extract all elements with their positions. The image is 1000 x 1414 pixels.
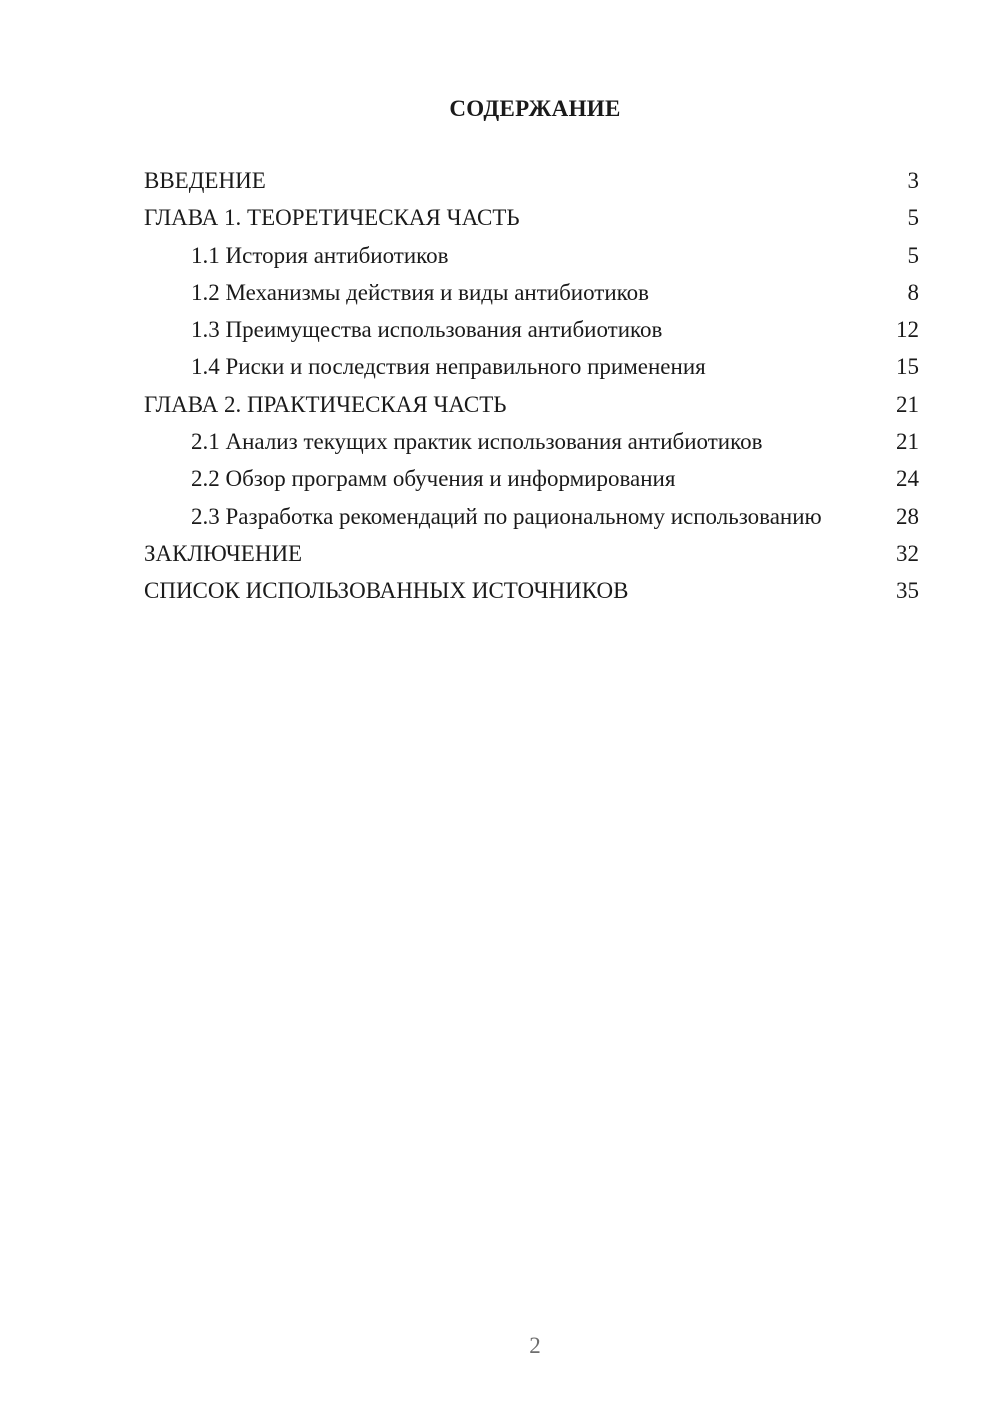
toc-entry-text: СПИСОК ИСПОЛЬЗОВАННЫХ ИСТОЧНИКОВ xyxy=(144,578,629,604)
toc-entry xyxy=(144,280,919,306)
toc-entry xyxy=(144,317,919,343)
toc-entry xyxy=(144,354,919,380)
toc-entry-page: 32 xyxy=(896,540,919,566)
toc-entry-text: ЗАКЛЮЧЕНИЕ xyxy=(144,540,303,566)
toc-entry xyxy=(144,243,919,269)
toc-entry-page: 3 xyxy=(907,168,919,193)
toc-entry xyxy=(144,466,919,492)
toc-entry xyxy=(144,504,919,530)
toc-entry-page: 8 xyxy=(907,279,919,305)
toc-entry-text: 2.2 Обзор программ обучения и информирования xyxy=(191,466,676,492)
toc-entry-text: 1.4 Риски и последствия неправильного применения xyxy=(191,354,706,380)
toc-entry-page: 5 xyxy=(907,205,919,231)
toc-entry-text: 1.2 Механизмы действия и виды антибиотиков xyxy=(191,279,650,305)
toc-entry-text: 1.3 Преимущества использования антибиотиков xyxy=(191,317,663,343)
toc-entry-text: ГЛАВА 2. ПРАКТИЧЕСКАЯ ЧАСТЬ xyxy=(144,391,507,417)
toc-entry-page: 5 xyxy=(907,242,919,268)
toc-entry-text: ГЛАВА 1. ТЕОРЕТИЧЕСКАЯ ЧАСТЬ xyxy=(144,205,520,231)
toc-entry-page: 12 xyxy=(896,317,919,343)
toc-entry-page: 24 xyxy=(896,466,919,492)
toc-entry xyxy=(144,541,919,567)
toc-entry-page: 15 xyxy=(896,354,919,380)
toc-entry-text: 2.3 Разработка рекомендаций по рациональному использованию xyxy=(191,503,822,529)
table-of-contents xyxy=(144,168,919,616)
toc-entry-text: ВВЕДЕНИЕ xyxy=(144,168,266,193)
toc-entry xyxy=(144,205,919,231)
toc-entry xyxy=(144,168,919,194)
toc-entry xyxy=(144,392,919,418)
toc-entry-page: 35 xyxy=(896,578,919,604)
toc-entry-page: 21 xyxy=(896,391,919,417)
toc-entry-page: 28 xyxy=(896,503,919,529)
toc-entry-page: 21 xyxy=(896,429,919,455)
page-number: 2 xyxy=(529,1333,541,1358)
toc-entry-text: 2.1 Анализ текущих практик использования антибиотиков xyxy=(191,429,763,455)
toc-entry-text: 1.1 История антибиотиков xyxy=(191,242,449,268)
toc-entry xyxy=(144,578,919,604)
toc-entry xyxy=(144,429,919,455)
page-title: СОДЕРЖАНИЕ xyxy=(449,96,621,121)
